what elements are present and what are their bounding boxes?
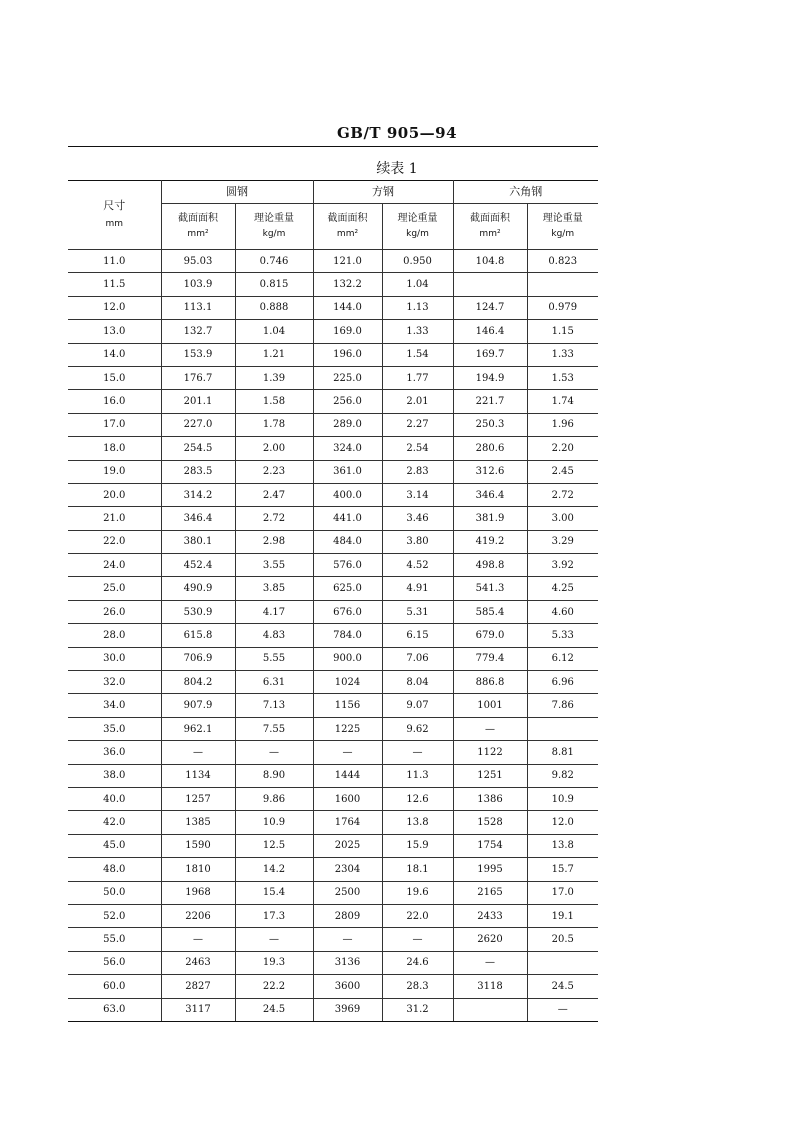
hexagon-weight-cell: 3.00 <box>527 507 598 530</box>
square-weight-cell: 3.14 <box>382 483 453 506</box>
subheader-square-area: 截面面积 mm² <box>313 204 382 250</box>
hexagon-area-cell: 1251 <box>453 764 527 787</box>
square-area-cell: 1764 <box>313 811 382 834</box>
size-cell: 42.0 <box>68 811 161 834</box>
square-area-cell: 144.0 <box>313 296 382 319</box>
table-row <box>68 951 598 974</box>
round-weight-cell: 2.23 <box>235 460 313 483</box>
square-area-cell: 2809 <box>313 904 382 927</box>
hexagon-area-cell: 1001 <box>453 694 527 717</box>
size-cell: 24.0 <box>68 554 161 577</box>
square-area-cell: 576.0 <box>313 554 382 577</box>
hexagon-area-cell: 104.8 <box>453 250 527 273</box>
size-cell: 38.0 <box>68 764 161 787</box>
round-area-cell: 95.03 <box>161 250 235 273</box>
round-area-cell: 1968 <box>161 881 235 904</box>
hexagon-weight-cell: 2.20 <box>527 437 598 460</box>
table-row <box>68 390 598 413</box>
round-weight-cell: 2.00 <box>235 437 313 460</box>
hexagon-area-cell: 2165 <box>453 881 527 904</box>
round-area-cell: 201.1 <box>161 390 235 413</box>
size-cell: 13.0 <box>68 320 161 343</box>
size-cell: 48.0 <box>68 858 161 881</box>
round-area-cell: 314.2 <box>161 483 235 506</box>
size-cell: 35.0 <box>68 717 161 740</box>
square-weight-cell: 1.13 <box>382 296 453 319</box>
square-weight-cell: 1.04 <box>382 273 453 296</box>
hexagon-weight-cell: 2.72 <box>527 483 598 506</box>
hexagon-area-cell: 779.4 <box>453 647 527 670</box>
square-weight-cell: 18.1 <box>382 858 453 881</box>
table-row <box>68 343 598 366</box>
size-cell: 30.0 <box>68 647 161 670</box>
round-weight-cell: 2.98 <box>235 530 313 553</box>
round-area-cell: — <box>161 928 235 951</box>
hexagon-weight-cell: 19.1 <box>527 904 598 927</box>
square-area-cell: 441.0 <box>313 507 382 530</box>
hexagon-weight-cell: 1.74 <box>527 390 598 413</box>
round-weight-cell: 24.5 <box>235 998 313 1021</box>
hexagon-area-cell: 1995 <box>453 858 527 881</box>
round-weight-cell: 17.3 <box>235 904 313 927</box>
square-area-cell: 361.0 <box>313 460 382 483</box>
square-weight-cell: 13.8 <box>382 811 453 834</box>
round-weight-cell: 6.31 <box>235 671 313 694</box>
square-weight-cell: 24.6 <box>382 951 453 974</box>
square-area-cell: 3136 <box>313 951 382 974</box>
table-row <box>68 717 598 740</box>
table-row <box>68 811 598 834</box>
table-row <box>68 834 598 857</box>
table-row <box>68 413 598 436</box>
square-weight-cell: 28.3 <box>382 975 453 998</box>
square-area-cell: 900.0 <box>313 647 382 670</box>
square-area-cell: 2025 <box>313 834 382 857</box>
size-cell: 19.0 <box>68 460 161 483</box>
square-weight-cell: 1.33 <box>382 320 453 343</box>
hexagon-area-cell: — <box>453 717 527 740</box>
round-area-cell: 176.7 <box>161 366 235 389</box>
square-area-cell: 400.0 <box>313 483 382 506</box>
round-weight-cell: 3.55 <box>235 554 313 577</box>
square-area-cell: — <box>313 928 382 951</box>
round-area-cell: 132.7 <box>161 320 235 343</box>
square-area-cell: 132.2 <box>313 273 382 296</box>
square-weight-cell: 2.27 <box>382 413 453 436</box>
square-weight-cell: 1.77 <box>382 366 453 389</box>
hexagon-weight-cell: 0.979 <box>527 296 598 319</box>
table-row <box>68 507 598 530</box>
size-cell: 50.0 <box>68 881 161 904</box>
round-area-cell: 153.9 <box>161 343 235 366</box>
round-weight-cell: 1.21 <box>235 343 313 366</box>
square-weight-cell: 3.80 <box>382 530 453 553</box>
round-weight-cell: 0.746 <box>235 250 313 273</box>
round-area-cell: 530.9 <box>161 600 235 623</box>
hexagon-weight-cell: 1.96 <box>527 413 598 436</box>
hexagon-area-cell: 194.9 <box>453 366 527 389</box>
hexagon-weight-cell: 10.9 <box>527 787 598 810</box>
table-row <box>68 483 598 506</box>
round-weight-cell: 7.13 <box>235 694 313 717</box>
header-row-groups <box>68 181 598 204</box>
hexagon-weight-cell: 0.823 <box>527 250 598 273</box>
round-weight-cell: 7.55 <box>235 717 313 740</box>
square-area-cell: 169.0 <box>313 320 382 343</box>
size-cell: 21.0 <box>68 507 161 530</box>
round-weight-cell: 12.5 <box>235 834 313 857</box>
steel-weight-table <box>68 180 598 1022</box>
round-area-cell: 706.9 <box>161 647 235 670</box>
square-area-cell: 484.0 <box>313 530 382 553</box>
size-cell: 34.0 <box>68 694 161 717</box>
hexagon-area-cell: 679.0 <box>453 624 527 647</box>
hexagon-area-cell: 381.9 <box>453 507 527 530</box>
hexagon-weight-cell: 6.12 <box>527 647 598 670</box>
round-area-cell: 1257 <box>161 787 235 810</box>
size-cell: 11.0 <box>68 250 161 273</box>
square-area-cell: 225.0 <box>313 366 382 389</box>
subheader-hexagon-weight: 理论重量 kg/m <box>527 204 598 250</box>
hexagon-weight-cell: 17.0 <box>527 881 598 904</box>
table-row <box>68 554 598 577</box>
square-weight-cell: 9.62 <box>382 717 453 740</box>
round-area-cell: 3117 <box>161 998 235 1021</box>
round-weight-cell: 14.2 <box>235 858 313 881</box>
table-row <box>68 858 598 881</box>
hexagon-area-cell: 886.8 <box>453 671 527 694</box>
table-row <box>68 320 598 343</box>
table-row <box>68 296 598 319</box>
hexagon-weight-cell: 8.81 <box>527 741 598 764</box>
table-row <box>68 577 598 600</box>
round-area-cell: 907.9 <box>161 694 235 717</box>
square-weight-cell: — <box>382 741 453 764</box>
square-area-cell: 3969 <box>313 998 382 1021</box>
group-header-round-steel: 圆钢 <box>161 181 313 204</box>
hexagon-weight-cell: 4.25 <box>527 577 598 600</box>
size-cell: 16.0 <box>68 390 161 413</box>
size-cell: 12.0 <box>68 296 161 319</box>
round-weight-cell: 4.83 <box>235 624 313 647</box>
square-area-cell: 1225 <box>313 717 382 740</box>
round-area-cell: 615.8 <box>161 624 235 647</box>
square-weight-cell: 4.52 <box>382 554 453 577</box>
size-cell: 40.0 <box>68 787 161 810</box>
round-area-cell: 804.2 <box>161 671 235 694</box>
round-area-cell: 113.1 <box>161 296 235 319</box>
round-weight-cell: 0.815 <box>235 273 313 296</box>
table-row <box>68 741 598 764</box>
table-row <box>68 998 598 1021</box>
round-weight-cell: 1.78 <box>235 413 313 436</box>
size-cell: 15.0 <box>68 366 161 389</box>
size-cell: 26.0 <box>68 600 161 623</box>
hexagon-weight-cell <box>527 717 598 740</box>
square-area-cell: 196.0 <box>313 343 382 366</box>
size-cell: 55.0 <box>68 928 161 951</box>
size-header-label: 尺寸 <box>103 199 126 212</box>
round-weight-cell: 0.888 <box>235 296 313 319</box>
square-area-cell: 1156 <box>313 694 382 717</box>
size-cell: 45.0 <box>68 834 161 857</box>
square-weight-cell: 5.31 <box>382 600 453 623</box>
square-weight-cell: 19.6 <box>382 881 453 904</box>
size-cell: 60.0 <box>68 975 161 998</box>
square-weight-cell: 1.54 <box>382 343 453 366</box>
round-area-cell: 380.1 <box>161 530 235 553</box>
size-cell: 18.0 <box>68 437 161 460</box>
round-area-cell: 452.4 <box>161 554 235 577</box>
table-row <box>68 671 598 694</box>
table-row <box>68 600 598 623</box>
round-weight-cell: 5.55 <box>235 647 313 670</box>
hexagon-weight-cell: — <box>527 998 598 1021</box>
size-cell: 36.0 <box>68 741 161 764</box>
square-area-cell: 3600 <box>313 975 382 998</box>
round-weight-cell: 19.3 <box>235 951 313 974</box>
table-caption: 续表 1 <box>376 161 418 177</box>
hexagon-area-cell: — <box>453 951 527 974</box>
round-area-cell: 1590 <box>161 834 235 857</box>
square-area-cell: 2500 <box>313 881 382 904</box>
size-cell: 63.0 <box>68 998 161 1021</box>
table-row <box>68 366 598 389</box>
round-area-cell: 103.9 <box>161 273 235 296</box>
table-row <box>68 975 598 998</box>
hexagon-area-cell: 498.8 <box>453 554 527 577</box>
square-weight-cell: 7.06 <box>382 647 453 670</box>
hexagon-weight-cell: 1.53 <box>527 366 598 389</box>
square-weight-cell: 9.07 <box>382 694 453 717</box>
group-header-hexagon-steel: 六角钢 <box>453 181 598 204</box>
table-body <box>68 250 598 1022</box>
square-area-cell: 1024 <box>313 671 382 694</box>
hexagon-area-cell: 3118 <box>453 975 527 998</box>
round-area-cell: 1385 <box>161 811 235 834</box>
hexagon-weight-cell: 5.33 <box>527 624 598 647</box>
square-weight-cell: 3.46 <box>382 507 453 530</box>
square-area-cell: 625.0 <box>313 577 382 600</box>
square-area-cell: 121.0 <box>313 250 382 273</box>
hexagon-area-cell: 585.4 <box>453 600 527 623</box>
square-weight-cell: 31.2 <box>382 998 453 1021</box>
hexagon-weight-cell <box>527 951 598 974</box>
hexagon-area-cell: 280.6 <box>453 437 527 460</box>
size-cell: 28.0 <box>68 624 161 647</box>
round-weight-cell: — <box>235 741 313 764</box>
table-row <box>68 928 598 951</box>
hexagon-weight-cell: 7.86 <box>527 694 598 717</box>
size-cell: 52.0 <box>68 904 161 927</box>
hexagon-area-cell: 1122 <box>453 741 527 764</box>
round-weight-cell: 1.58 <box>235 390 313 413</box>
hexagon-weight-cell: 4.60 <box>527 600 598 623</box>
table-row <box>68 694 598 717</box>
subheader-square-weight: 理论重量 kg/m <box>382 204 453 250</box>
size-cell: 20.0 <box>68 483 161 506</box>
round-area-cell: 490.9 <box>161 577 235 600</box>
hexagon-area-cell: 250.3 <box>453 413 527 436</box>
square-weight-cell: 15.9 <box>382 834 453 857</box>
table-row <box>68 787 598 810</box>
hexagon-area-cell: 419.2 <box>453 530 527 553</box>
size-cell: 56.0 <box>68 951 161 974</box>
size-cell: 14.0 <box>68 343 161 366</box>
subheader-hexagon-area: 截面面积 mm² <box>453 204 527 250</box>
hexagon-weight-cell: 3.29 <box>527 530 598 553</box>
round-weight-cell: 15.4 <box>235 881 313 904</box>
square-area-cell: — <box>313 741 382 764</box>
standard-code: GB/T 905—94 <box>336 124 458 142</box>
square-weight-cell: — <box>382 928 453 951</box>
subheader-round-area: 截面面积 mm² <box>161 204 235 250</box>
round-area-cell: 2827 <box>161 975 235 998</box>
square-area-cell: 1600 <box>313 787 382 810</box>
hexagon-weight-cell: 20.5 <box>527 928 598 951</box>
round-weight-cell: 22.2 <box>235 975 313 998</box>
round-weight-cell: 2.47 <box>235 483 313 506</box>
square-weight-cell: 2.83 <box>382 460 453 483</box>
square-area-cell: 2304 <box>313 858 382 881</box>
hexagon-area-cell: 169.7 <box>453 343 527 366</box>
square-area-cell: 289.0 <box>313 413 382 436</box>
table-row <box>68 437 598 460</box>
hexagon-weight-cell: 24.5 <box>527 975 598 998</box>
round-weight-cell: 2.72 <box>235 507 313 530</box>
table-row <box>68 881 598 904</box>
round-weight-cell: — <box>235 928 313 951</box>
round-area-cell: 2463 <box>161 951 235 974</box>
round-weight-cell: 3.85 <box>235 577 313 600</box>
square-weight-cell: 12.6 <box>382 787 453 810</box>
hexagon-area-cell <box>453 998 527 1021</box>
round-area-cell: 1134 <box>161 764 235 787</box>
hexagon-weight-cell: 1.33 <box>527 343 598 366</box>
hexagon-area-cell: 221.7 <box>453 390 527 413</box>
hexagon-area-cell: 124.7 <box>453 296 527 319</box>
table-row <box>68 250 598 273</box>
hexagon-area-cell: 1386 <box>453 787 527 810</box>
subheader-round-weight: 理论重量 kg/m <box>235 204 313 250</box>
hexagon-area-cell: 346.4 <box>453 483 527 506</box>
square-weight-cell: 6.15 <box>382 624 453 647</box>
round-area-cell: 1810 <box>161 858 235 881</box>
round-weight-cell: 1.04 <box>235 320 313 343</box>
hexagon-weight-cell: 3.92 <box>527 554 598 577</box>
size-column-header <box>68 181 161 250</box>
size-cell: 11.5 <box>68 273 161 296</box>
square-weight-cell: 4.91 <box>382 577 453 600</box>
table-row <box>68 530 598 553</box>
size-header-unit: mm <box>105 219 124 230</box>
table-row <box>68 624 598 647</box>
hexagon-weight-cell: 12.0 <box>527 811 598 834</box>
table-row <box>68 460 598 483</box>
header-rule <box>68 146 598 147</box>
round-area-cell: 2206 <box>161 904 235 927</box>
table-row <box>68 764 598 787</box>
square-area-cell: 256.0 <box>313 390 382 413</box>
size-cell: 25.0 <box>68 577 161 600</box>
round-weight-cell: 8.90 <box>235 764 313 787</box>
round-area-cell: 283.5 <box>161 460 235 483</box>
square-weight-cell: 11.3 <box>382 764 453 787</box>
round-area-cell: 227.0 <box>161 413 235 436</box>
size-cell: 22.0 <box>68 530 161 553</box>
table-row <box>68 273 598 296</box>
hexagon-weight-cell: 2.45 <box>527 460 598 483</box>
hexagon-area-cell <box>453 273 527 296</box>
table-row <box>68 647 598 670</box>
square-weight-cell: 2.01 <box>382 390 453 413</box>
square-weight-cell: 22.0 <box>382 904 453 927</box>
round-weight-cell: 1.39 <box>235 366 313 389</box>
group-header-square-steel: 方钢 <box>313 181 453 204</box>
round-area-cell: 254.5 <box>161 437 235 460</box>
hexagon-area-cell: 1754 <box>453 834 527 857</box>
square-area-cell: 676.0 <box>313 600 382 623</box>
square-area-cell: 1444 <box>313 764 382 787</box>
hexagon-weight-cell <box>527 273 598 296</box>
square-area-cell: 324.0 <box>313 437 382 460</box>
square-weight-cell: 2.54 <box>382 437 453 460</box>
round-area-cell: — <box>161 741 235 764</box>
round-area-cell: 962.1 <box>161 717 235 740</box>
hexagon-weight-cell: 1.15 <box>527 320 598 343</box>
round-area-cell: 346.4 <box>161 507 235 530</box>
hexagon-area-cell: 2620 <box>453 928 527 951</box>
size-cell: 32.0 <box>68 671 161 694</box>
round-weight-cell: 10.9 <box>235 811 313 834</box>
hexagon-area-cell: 312.6 <box>453 460 527 483</box>
hexagon-area-cell: 146.4 <box>453 320 527 343</box>
table-row <box>68 904 598 927</box>
square-area-cell: 784.0 <box>313 624 382 647</box>
hexagon-area-cell: 541.3 <box>453 577 527 600</box>
hexagon-weight-cell: 15.7 <box>527 858 598 881</box>
square-weight-cell: 0.950 <box>382 250 453 273</box>
hexagon-area-cell: 1528 <box>453 811 527 834</box>
round-weight-cell: 4.17 <box>235 600 313 623</box>
hexagon-area-cell: 2433 <box>453 904 527 927</box>
round-weight-cell: 9.86 <box>235 787 313 810</box>
hexagon-weight-cell: 6.96 <box>527 671 598 694</box>
size-cell: 17.0 <box>68 413 161 436</box>
square-weight-cell: 8.04 <box>382 671 453 694</box>
hexagon-weight-cell: 13.8 <box>527 834 598 857</box>
hexagon-weight-cell: 9.82 <box>527 764 598 787</box>
